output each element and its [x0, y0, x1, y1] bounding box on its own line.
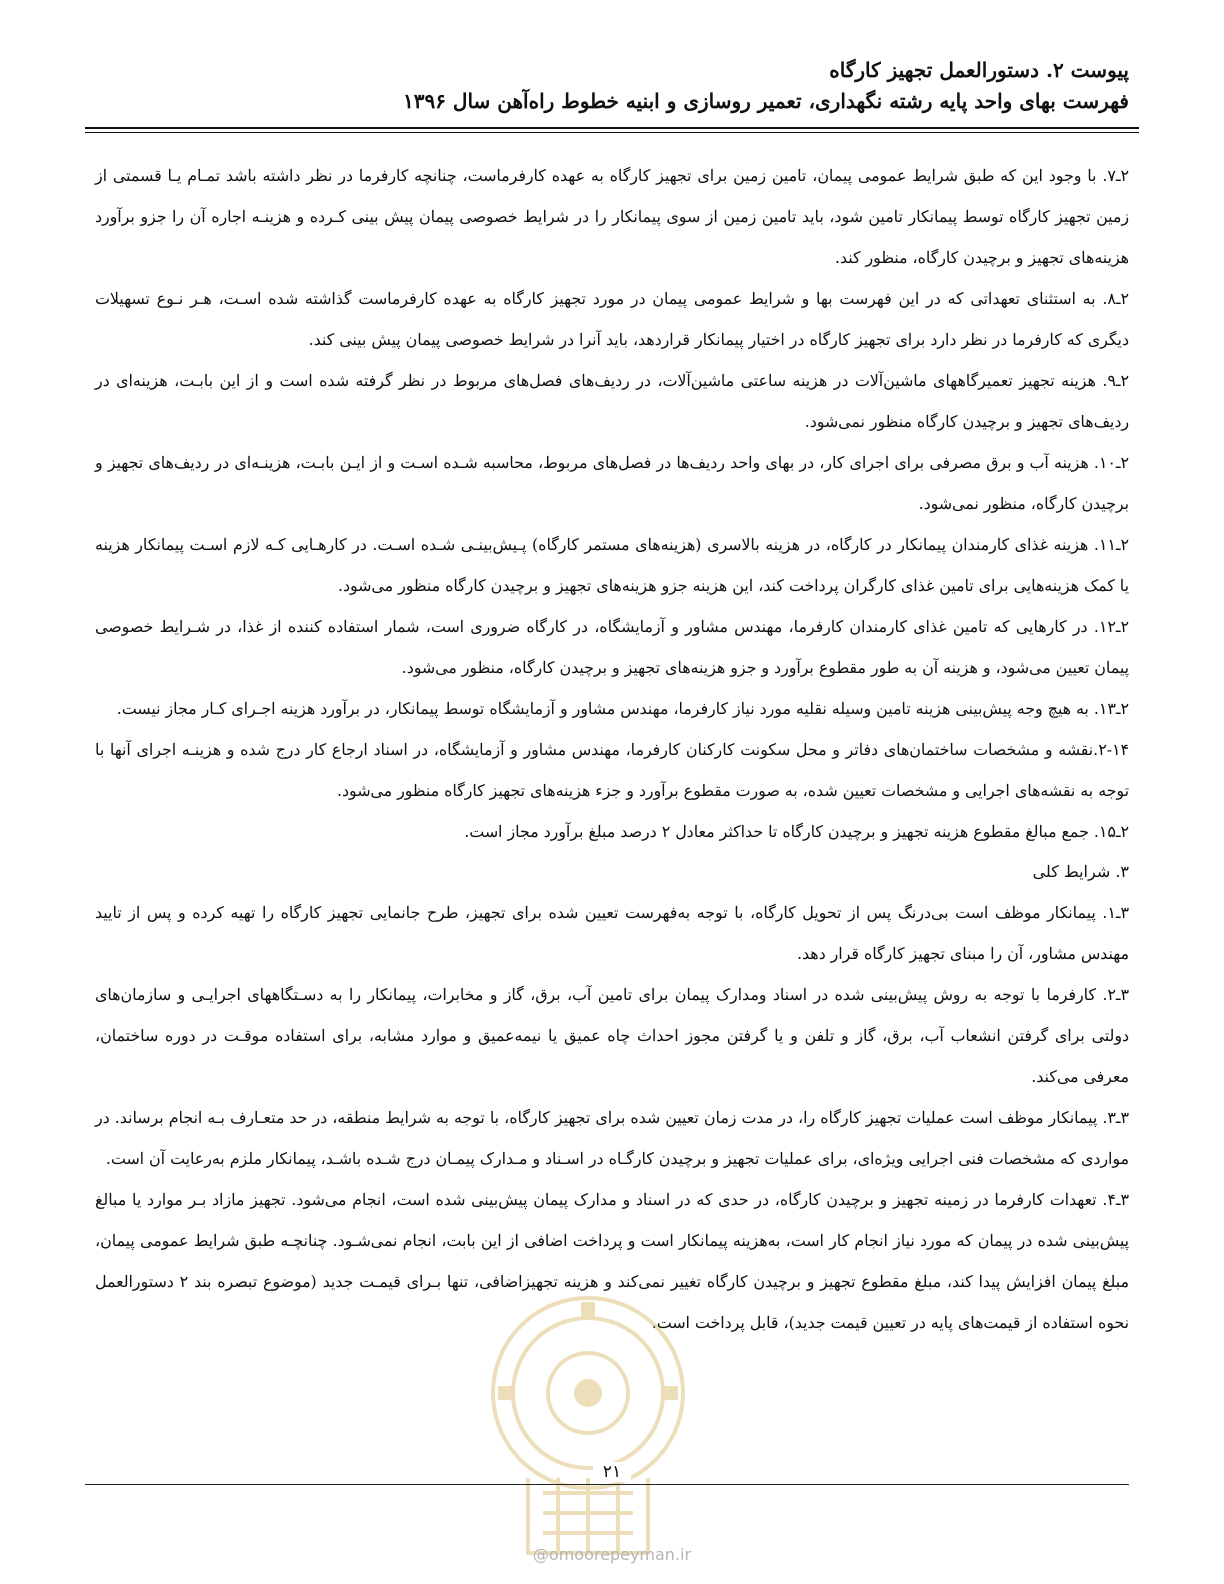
page-header	[95, 55, 1129, 117]
clause-3-1: ۳ـ۱. پیمانکار موظف است بی‌درنگ پس از تحویل کارگاه، با توجه به‌فهرست تعیین شده برای تجهیز، طرح جانمایی تجهیز کارگاه را تهیه کرده و پس از تایید مهندس مشاور، آن را مبنای تجهیز کارگاه قرار دهد.	[95, 903, 1129, 963]
footer-rule	[85, 1484, 1129, 1485]
clause-3-3: ۳ـ۳. پیمانکار موظف است عملیات تجهیز کارگاه را، در مدت زمان تعیین شده برای تجهیز کارگاه، با توجه به شرایط منطقه، در حد متعـارف بـه انجام برساند. در مواردی که مشخصات فنی اجرایی ویژه‌ای، برای عملیات تجهیز و برچیدن کارگـاه در اسـناد و مـدارک پیمـان درج شـده باشـد، پیمانکار ملزم به‌رعایت آن است.	[95, 1108, 1129, 1168]
header-rule-thick	[85, 127, 1139, 129]
watermark-url: @omoorepeyman.ir	[532, 1545, 692, 1564]
clause-2-12: ۲ـ۱۲. در کارهایی که تامین غذای کارمندان کارفرما، مهندس مشاور و آزمایشگاه، در کارگاه ضروری است، شمار استفاده کننده از غذا، در شـرایط خصوصی پیمان تعیین می‌شود، و هزینه آن به طور مقطوع برآورد و جزو هزینه‌های تجهیز و برچیدن کارگاه، منظور می‌شود.	[95, 617, 1129, 677]
document-body	[95, 155, 1129, 1343]
header-title: پیوست ۲. دستورالعمل تجهیز کارگاه	[829, 58, 1129, 82]
clause-2-7: ۲ـ۷. با وجود این که طبق شرایط عمومی پیمان، تامین زمین برای تجهیز کارگاه به عهده کارفرماست، چنانچه کارفرما در نظر داشته باشد تمـام یـا قسمتی از زمین تجهیز کارگاه توسط پیمانکار تامین شود، باید تامین زمین از سوی پیمانکار را در شرایط خصوصی پیمان پیش بینی کـرده و هزینـه اجاره آن را جزو برآورد هزینه‌های تجهیز و برچیدن کارگاه، منظور کند.	[95, 166, 1129, 267]
clause-2-10: ۲ـ۱۰. هزینه آب و برق مصرفی برای اجرای کار، در بهای واحد ردیف‌ها در فصل‌های مربوط، محاسبه شـده اسـت و از ایـن بابـت، هزینـه‌ای در ردیف‌های تجهیز و برچیدن کارگاه، منظور نمی‌شود.	[95, 453, 1129, 513]
clause-3-2: ۳ـ۲. کارفرما با توجه به روش پیش‌بینی شده در اسناد ومدارک پیمان برای تامین آب، برق، گاز و مخابرات، پیمانکار را به دسـتگاههای اجرایـی و سازمان‌های دولتی برای گرفتن انشعاب آب، برق، گاز و تلفن و یا گرفتن مجوز احداث چاه عمیق یا نیمه‌عمیق و موارد مشابه، برای استفاده موقـت در دوره ساختمان، معرفی می‌کند.	[95, 985, 1129, 1086]
clause-2-11: ۲ـ۱۱. هزینه غذای کارمندان پیمانکار در کارگاه، در هزینه بالاسری (هزینه‌های مستمر کارگاه) پـیش‌بینـی شـده اسـت. در کارهـایی کـه لازم اسـت پیمانکار هزینه یا کمک هزینه‌هایی برای تامین غذای کارگران پرداخت کند، این هزینه جزو هزینه‌های تجهیز و برچیدن کارگاه منظور می‌شود.	[95, 535, 1129, 595]
page-number: ۲۱	[0, 1462, 1224, 1482]
clause-2-14: ۲-۱۴.نقشه و مشخصات ساختمان‌های دفاتر و محل سکونت کارکنان کارفرما، مهندس مشاور و آزمایشگاه، در اسناد ارجاع کار درج شده و هزینـه اجرای آنها با توجه به نقشه‌های اجرایی و مشخصات تعیین شده، به صورت مقطوع برآورد و جزء هزینه‌های تجهیز کارگاه منظور می‌شود.	[95, 740, 1129, 800]
section-3-heading: ۳. شرایط کلی	[1032, 862, 1129, 881]
clause-2-15: ۲ـ۱۵. جمع مبالغ مقطوع هزینه تجهیز و برچیدن کارگاه تا حداکثر معادل ۲ درصد مبلغ برآورد مجاز است.	[464, 822, 1129, 841]
clause-2-9: ۲ـ۹. هزینه تجهیز تعمیرگاههای ماشین‌آلات در هزینه ساعتی ماشین‌آلات، در ردیف‌های فصل‌های مربوط در نظر گرفته شده است و از این بابـت، هزینه‌ای در ردیف‌های تجهیز و برچیدن کارگاه منظور نمی‌شود.	[95, 371, 1129, 431]
header-subtitle: فهرست بهای واحد پایه رشته نگهداری، تعمیر روسازی و ابنیه خطوط راه‌آهن سال ۱۳۹۶	[403, 89, 1129, 113]
clause-2-13: ۲ـ۱۳. به هیچ وجه پیش‌بینی هزینه تامین وسیله نقلیه مورد نیاز کارفرما، مهندس مشاور و آزمایشگاه توسط پیمانکار، در برآورد هزینه اجـرای کـار مجاز نیست.	[116, 699, 1129, 718]
clause-2-8: ۲ـ۸. به استثنای تعهداتی که در این فهرست بها و شرایط عمومی پیمان در مورد تجهیز کارگاه به عهده کارفرماست گذاشته شده اسـت، هـر نـوع تسهیلات دیگری که کارفرما در نظر دارد برای تجهیز کارگاه در اختیار پیمانکار قراردهد، باید آنرا در شرایط خصوصی پیمان پیش بینی کند.	[95, 289, 1129, 349]
header-rule-thin	[85, 132, 1139, 133]
seal-watermark-icon	[468, 1278, 708, 1568]
clause-3-4: ۳ـ۴. تعهدات کارفرما در زمینه تجهیز و برچیدن کارگاه، در حدی که در اسناد و مدارک پیمان پیش‌بینی شده است، انجام می‌شود. تجهیز مازاد بـر موارد یا مبالغ پیش‌بینی شده در پیمان که مورد نیاز انجام کار است، به‌هزینه پیمانکار است و پرداخت اضافی از این بابت، انجام نمی‌شـود. چنانچـه طبق شرایط عمومی پیمان، مبلغ پیمان افزایش پیدا کند، مبلغ مقطوع تجهیز و برچیدن کارگاه تغییر نمی‌کند و هزینه تجهیزاضافی، تنها بـرای قیمـت جدید (موضوع تبصره بند ۲ دستورالعمل نحوه استفاده از قیمت‌های پایه در تعیین قیمت جدید)، قابل پرداخت است.	[95, 1190, 1129, 1332]
